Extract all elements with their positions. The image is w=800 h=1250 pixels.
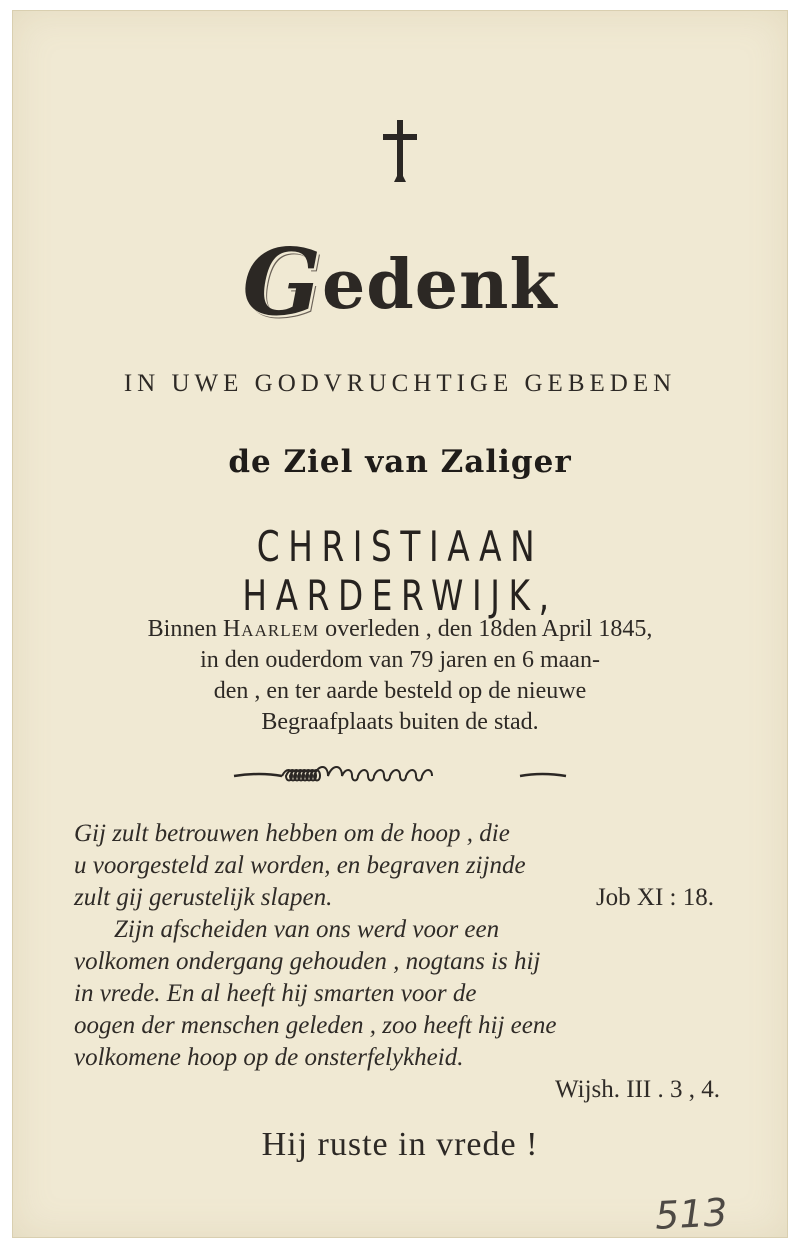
- quote2-line-5: volkomene hoop op de onsterfelykheid.: [74, 1044, 464, 1071]
- heading-rest: edenk: [321, 245, 558, 325]
- cross-icon: [12, 118, 788, 188]
- quote1-line-2: u voorgesteld zal worden, en begraven zijnde: [74, 852, 526, 879]
- quote1-line-1: Gij zult betrouwen hebben om de hoop , die: [74, 820, 510, 847]
- details-line-1: Binnen Haarlem overleden , den 18den April 1845,: [147, 616, 653, 642]
- quote2-line-3: in vrede. En al heeft hij smarten voor de: [74, 980, 477, 1007]
- soul-line: de Ziel van Zaliger: [228, 444, 572, 480]
- archive-number: 513: [653, 1190, 729, 1238]
- details-line-2: in den ouderdom van 79 jaren en 6 maan-: [200, 647, 600, 673]
- details-line-4: Begraafplaats buiten de stad.: [261, 709, 539, 735]
- quote2-line-2: volkomen ondergang gehouden , nogtans is hij: [74, 948, 541, 975]
- heading: [12, 228, 788, 336]
- quote1-reference: Job XI : 18.: [595, 884, 714, 911]
- details-line-3: den , en ter aarde besteld op de nieuwe: [213, 678, 587, 704]
- quote2-line-1: Zijn afscheiden van ons werd voor een: [114, 916, 500, 943]
- death-details: [12, 614, 788, 738]
- scripture-quote-1: [74, 818, 754, 914]
- quote2-reference: Wijsh. III . 3 , 4.: [555, 1076, 720, 1103]
- prayer-request: IN UWE GODVRUCHTIGE GEBEDEN: [123, 370, 677, 397]
- scripture-quote-2: [74, 914, 754, 1106]
- heading-initial: G: [242, 228, 322, 336]
- quote1-line-3: zult gij gerustelijk slapen. Job XI : 18.: [74, 882, 754, 914]
- memorial-card: [12, 10, 788, 1238]
- closing-line: Hij ruste in vrede !: [261, 1126, 539, 1163]
- deceased-name: CHRISTIAAN HARDERWIJK,: [242, 522, 558, 620]
- ornamental-divider: [12, 762, 788, 792]
- quote2-line-4: oogen der menschen geleden , zoo heeft hij eene: [74, 1012, 557, 1039]
- city-name: Haarlem: [222, 616, 320, 642]
